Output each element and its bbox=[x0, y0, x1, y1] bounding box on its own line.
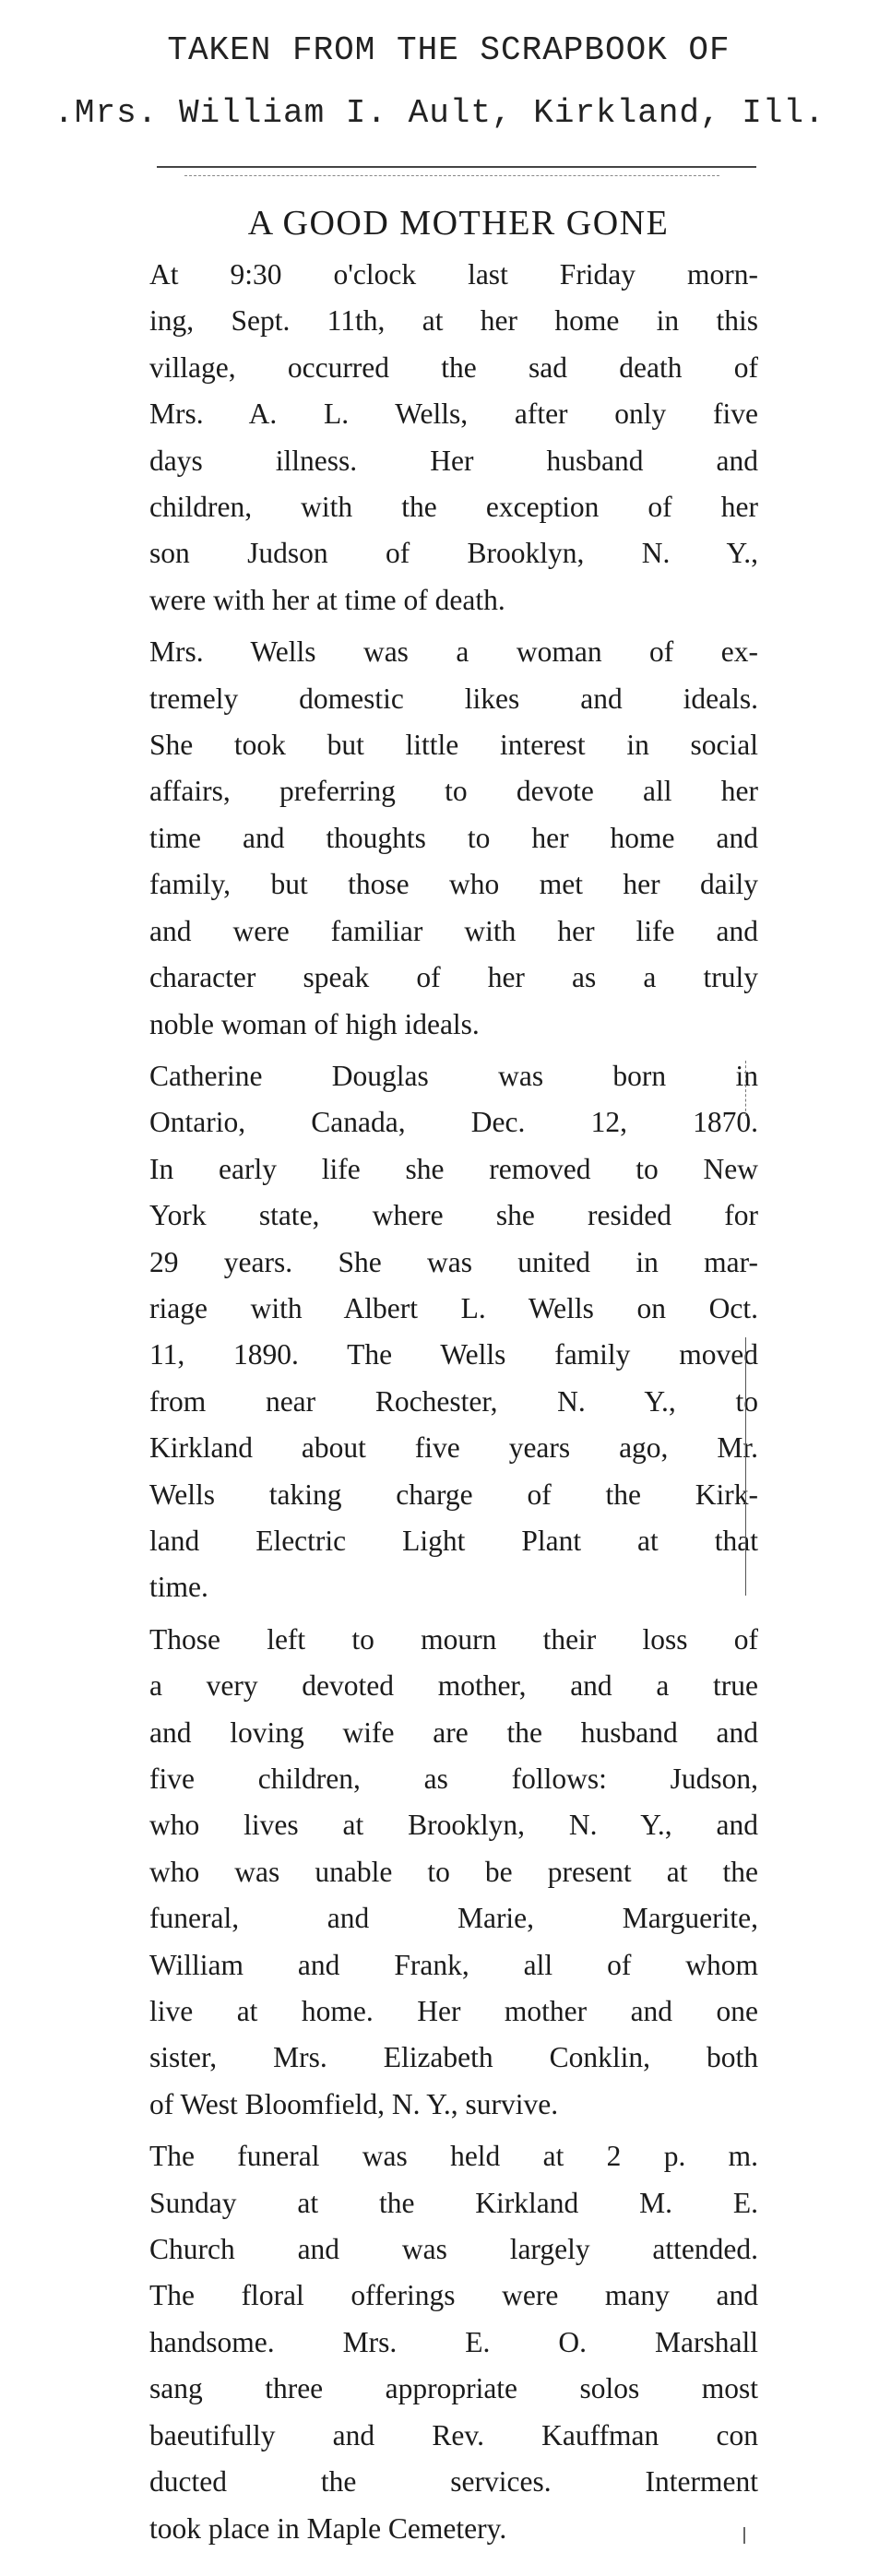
text-line: Sunday at the Kirkland M. E. bbox=[149, 2186, 758, 2219]
text-line: Mrs. Wells was a woman of ex- bbox=[149, 635, 758, 669]
text-line: of West Bloomfield, N. Y., survive. bbox=[149, 2087, 559, 2120]
text-line: from near Rochester, N. Y., to bbox=[149, 1384, 758, 1418]
text-line: noble woman of high ideals. bbox=[149, 1007, 480, 1040]
text-line: village, occurred the sad death of bbox=[149, 350, 758, 384]
text-line: The floral offerings were many and bbox=[149, 2279, 758, 2312]
text-line: Wells taking charge of the Kirk- bbox=[149, 1478, 758, 1511]
text-line: character speak of her as a truly bbox=[149, 961, 758, 994]
text-line: time. bbox=[149, 1571, 208, 1604]
text-line: Catherine Douglas was born in bbox=[149, 1059, 758, 1092]
text-line: Ontario, Canada, Dec. 12, 1870. bbox=[149, 1106, 758, 1139]
text-line: funeral, and Marie, Marguerite, bbox=[149, 1902, 758, 1935]
text-line: baeutifully and Rev. Kauffman con bbox=[149, 2418, 758, 2451]
paragraph-biography bbox=[122, 1053, 758, 1611]
text-line: and loving wife are the husband and bbox=[149, 1715, 758, 1749]
text-line: ducted the services. Interment bbox=[149, 2465, 758, 2499]
text-line: sister, Mrs. Elizabeth Conklin, both bbox=[149, 2041, 758, 2074]
text-line: In early life she removed to New bbox=[149, 1152, 758, 1185]
text-line: 29 years. She was united in mar- bbox=[149, 1245, 758, 1278]
text-line: Church and was largely attended. bbox=[149, 2233, 758, 2266]
text-line: She took but little interest in social bbox=[149, 729, 758, 762]
header-divider-dashed bbox=[184, 175, 719, 176]
text-line: a very devoted mother, and a true bbox=[149, 1669, 758, 1703]
paragraph-survivors bbox=[122, 1617, 758, 2128]
text-line: The funeral was held at 2 p. m. bbox=[149, 2140, 758, 2173]
text-line: were with her at time of death. bbox=[149, 583, 505, 616]
article-headline: A GOOD MOTHER GONE bbox=[247, 204, 670, 243]
text-line: days illness. Her husband and bbox=[149, 444, 758, 477]
text-line: York state, where she resided for bbox=[149, 1199, 758, 1232]
text-line: son Judson of Brooklyn, N. Y., bbox=[149, 537, 758, 570]
text-line: who was unable to be present at the bbox=[149, 1855, 758, 1888]
text-line: At 9:30 o'clock last Friday morn- bbox=[149, 258, 758, 291]
text-line: and were familiar with her life and bbox=[149, 914, 758, 947]
column-rule bbox=[745, 1337, 746, 1596]
text-line: Those left to mourn their loss of bbox=[149, 1622, 758, 1656]
obituary-clipping bbox=[122, 198, 758, 2558]
header-title: TAKEN FROM THE SCRAPBOOK OF bbox=[167, 31, 731, 69]
text-line: tremely domestic likes and ideals. bbox=[149, 682, 758, 715]
text-line: handsome. Mrs. E. O. Marshall bbox=[149, 2325, 758, 2358]
text-line: 11, 1890. The Wells family moved bbox=[149, 1338, 758, 1371]
text-line: affairs, preferring to devote all her bbox=[149, 775, 758, 808]
text-line: ing, Sept. 11th, at her home in this bbox=[149, 304, 758, 338]
text-line: sang three appropriate solos most bbox=[149, 2372, 758, 2405]
paragraph-character bbox=[122, 629, 758, 1048]
column-rule-faint bbox=[745, 1061, 746, 1116]
text-line: took place in Maple Cemetery. bbox=[149, 2511, 507, 2545]
header-owner: .Mrs. William I. Ault, Kirkland, Ill. bbox=[53, 94, 826, 132]
text-line: riage with Albert L. Wells on Oct. bbox=[149, 1291, 758, 1324]
header-divider bbox=[157, 166, 756, 168]
text-line: William and Frank, all of whom bbox=[149, 1948, 758, 1981]
print-speck bbox=[743, 2527, 745, 2544]
text-line: family, but those who met her daily bbox=[149, 868, 758, 901]
paragraph-funeral bbox=[122, 2133, 758, 2552]
text-line: Mrs. A. L. Wells, after only five bbox=[149, 398, 758, 431]
text-line: Kirkland about five years ago, Mr. bbox=[149, 1431, 758, 1465]
paragraph-death-notice bbox=[122, 252, 758, 623]
text-line: who lives at Brooklyn, N. Y., and bbox=[149, 1809, 758, 1842]
text-line: time and thoughts to her home and bbox=[149, 821, 758, 854]
text-line: live at home. Her mother and one bbox=[149, 1995, 758, 2028]
text-line: land Electric Light Plant at that bbox=[149, 1524, 758, 1557]
text-line: five children, as follows: Judson, bbox=[149, 1763, 758, 1795]
text-line: children, with the exception of her bbox=[149, 491, 758, 524]
scrapbook-header bbox=[0, 28, 879, 137]
